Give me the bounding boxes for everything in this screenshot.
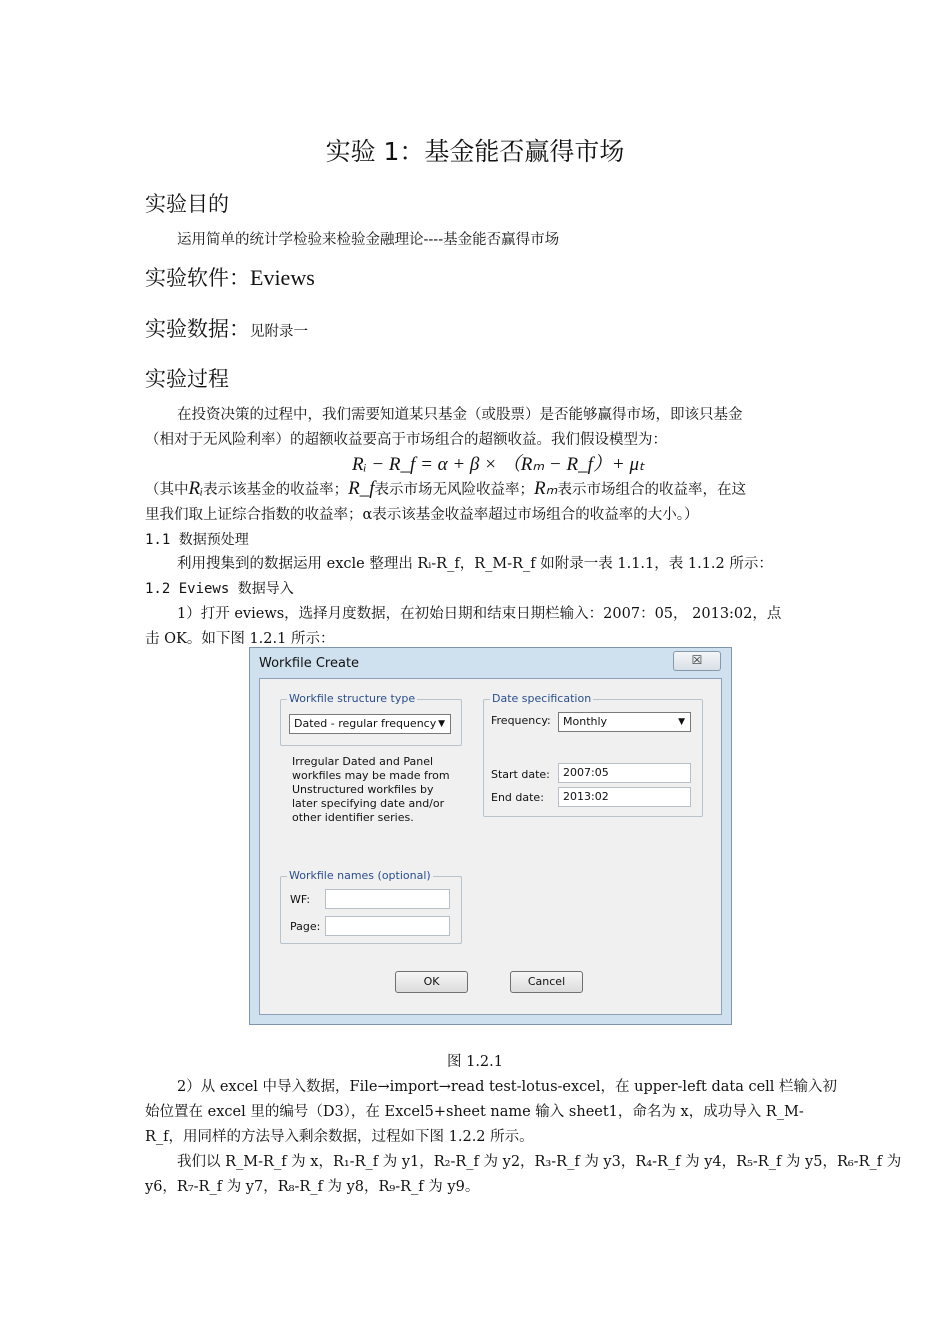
process-heading: 实验过程	[145, 367, 229, 391]
section-1-1-heading: 1.1 数据预处理	[145, 532, 249, 548]
section-1-2-heading: 1.2 Eviews 数据导入	[145, 581, 294, 597]
page-label: Page:	[290, 920, 321, 933]
purpose-heading: 实验目的	[145, 192, 229, 216]
end-date-label: End date:	[491, 791, 544, 804]
dialog-title: Workfile Create	[259, 656, 360, 671]
workfile-names-legend: Workfile names (optional)	[289, 869, 431, 882]
software-heading	[145, 262, 315, 292]
purpose-text: 运用简单的统计学检验来检验金融理论----基金能否赢得市场	[177, 232, 560, 248]
paragraph-6-line-2: y6，R₇-R_f 为 y7，R₈-R_f 为 y8，R₉-R_f 为 y9。	[145, 1179, 480, 1195]
start-date-label: Start date:	[491, 768, 550, 781]
p2-part-d: 表示市场组合的收益率，在这	[557, 482, 746, 498]
paragraph-6-line-1: 我们以 R_M-R_f 为 x，R₁-R_f 为 y1，R₂-R_f 为 y2，R₃-R_f 为 y3，R₄-R_f 为 y4，R₅-R_f 为 y5，R₆-R_f 为	[177, 1154, 902, 1170]
paragraph-3: 利用搜集到的数据运用 excle 整理出 Rᵢ-R_f，R_M-R_f 如附录一表 1.1.1，表 1.1.2 所示：	[177, 556, 773, 572]
paragraph-5-line-3: R_f，用同样的方法导入剩余数据，过程如下图 1.2.2 所示。	[145, 1129, 534, 1145]
data-value: 见附录一	[250, 324, 308, 340]
frequency-label: Frequency:	[491, 714, 551, 727]
end-date-field[interactable]: 2013:02	[558, 787, 691, 807]
date-specification-group	[483, 692, 703, 817]
start-date-field[interactable]: 2007:05	[558, 763, 691, 783]
dialog-client-area	[259, 678, 722, 1015]
paragraph-2-line-2: 里我们取上证综合指数的收益率；α表示该基金收益率超过市场组合的收益率的大小。）	[145, 507, 699, 523]
workfile-create-dialog	[249, 647, 732, 1025]
paragraph-5-line-1: 2）从 excel 中导入数据，File→import→read test-lotus-excel，在 upper-left data cell 栏输入初	[177, 1079, 838, 1095]
p2-part-b: 表示该基金的收益率；	[203, 482, 349, 498]
paragraph-5-line-2: 始位置在 excel 里的编号（D3），在 Excel5+sheet name 输入 sheet1，命名为 x，成功导入 R_M-	[145, 1104, 804, 1120]
date-specification-legend: Date specification	[492, 692, 592, 705]
close-icon[interactable]: ☒	[673, 651, 721, 671]
cancel-button[interactable]: Cancel	[510, 971, 583, 993]
paragraph-1-line-2: （相对于无风险利率）的超额收益要高于市场组合的超额收益。我们假设模型为：	[145, 432, 667, 448]
ok-button[interactable]: OK	[395, 971, 468, 993]
model-formula: Rᵢ − R_f = α + β × （Rₘ − R_f）+ μₜ	[352, 454, 645, 475]
data-heading	[145, 313, 308, 343]
structure-type-group	[280, 692, 462, 746]
chevron-down-icon: ▼	[438, 719, 445, 729]
page-name-field[interactable]	[325, 916, 450, 936]
structure-type-legend: Workfile structure type	[289, 692, 416, 705]
data-label: 实验数据：	[145, 317, 250, 341]
frequency-value: Monthly	[563, 715, 608, 728]
paragraph-4-line-1: 1）打开 eviews，选择月度数据，在初始日期和结束日期栏输入：2007：05， 2013:02，点	[177, 606, 782, 622]
figure-caption: 图 1.2.1	[446, 1054, 503, 1070]
symbol-ri: Rᵢ	[188, 478, 204, 499]
symbol-rm: Rₘ	[534, 478, 558, 499]
software-label: 实验软件：	[145, 266, 250, 290]
structure-type-value: Dated - regular frequency	[294, 717, 437, 730]
frequency-select[interactable]	[558, 712, 691, 732]
p2-part-a: （其中	[145, 482, 189, 498]
p2-part-c: 表示市场无风险收益率；	[374, 482, 535, 498]
page-title: 实验 1：基金能否赢得市场	[325, 137, 625, 166]
wf-label: WF:	[290, 893, 311, 906]
wf-name-field[interactable]	[325, 889, 450, 909]
software-value: Eviews	[250, 265, 315, 290]
structure-note: Irregular Dated and Panel workfiles may be made from Unstructured workfiles by later specifying date and/or other identifier series.	[292, 755, 450, 824]
paragraph-2-line-1	[145, 477, 746, 500]
paragraph-4-line-2: 击 OK。如下图 1.2.1 所示：	[145, 631, 335, 647]
symbol-rf: R_f	[348, 478, 375, 499]
structure-type-select[interactable]	[289, 714, 451, 734]
workfile-names-group	[280, 869, 462, 944]
paragraph-1-line-1: 在投资决策的过程中，我们需要知道某只基金（或股票）是否能够赢得市场，即该只基金	[177, 407, 743, 423]
chevron-down-icon: ▼	[678, 717, 685, 727]
